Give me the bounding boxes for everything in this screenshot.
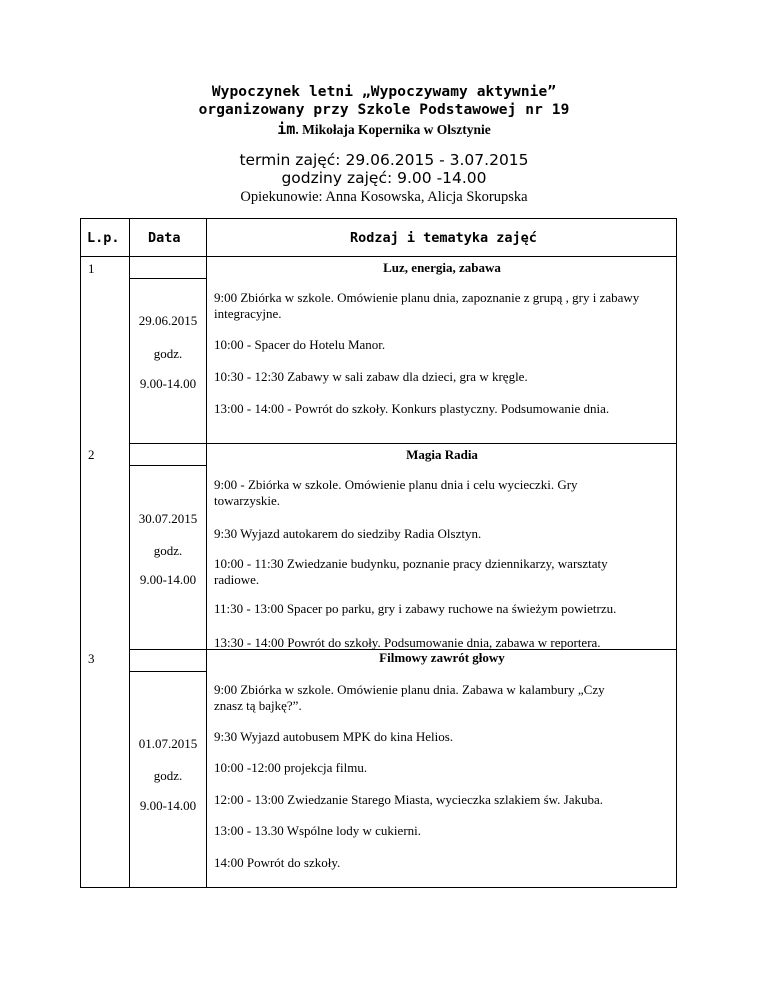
- row-1-lp: 1: [88, 261, 95, 276]
- school-name-prefix: im: [277, 120, 296, 138]
- row-1-entry-4: 13:00 - 14:00 - Powrót do szkoły. Konkurs plastyczny. Podsumowanie dnia.: [214, 401, 610, 416]
- school-name: [0, 120, 768, 138]
- row-1-godz: godz.: [153, 346, 183, 361]
- row-3-entry-2: 9:30 Wyjazd autobusem MPK do kina Helios.: [214, 729, 454, 744]
- table-border-left: [80, 218, 81, 888]
- row-2-godz: godz.: [153, 543, 183, 558]
- row-3-godz: godz.: [153, 768, 183, 783]
- col-header-date: Data: [148, 230, 181, 246]
- term-dates: termin zajęć: 29.06.2015 - 3.07.2015: [239, 151, 529, 169]
- header-row-divider: [80, 256, 677, 257]
- row-divider-1: [129, 443, 677, 444]
- row-1-entry-2: 10:00 - Spacer do Hotelu Manor.: [214, 337, 386, 352]
- row-1-time: 9.00-14.00: [139, 376, 197, 391]
- row-2-lp: 2: [88, 447, 95, 462]
- table-border-top: [80, 218, 677, 219]
- col-divider-2: [206, 218, 207, 888]
- term-hours: godziny zajęć: 9.00 -14.00: [281, 169, 487, 187]
- row-3-topic: Filmowy zawrót głowy: [379, 650, 505, 665]
- row-2-date-box-top: [129, 465, 206, 466]
- row-2-entry-2: 9:30 Wyjazd autokarem do siedziby Radia Olsztyn.: [214, 526, 482, 541]
- row-1-date: 29.06.2015: [138, 313, 198, 328]
- col-header-topic: Rodzaj i tematyka zajęć: [350, 230, 537, 246]
- row-3-lp: 3: [88, 651, 95, 666]
- row-2-entry-3: 10:00 - 11:30 Zwiedzanie budynku, poznanie pracy dziennikarzy, warsztaty radiowe.: [214, 556, 608, 587]
- row-2-entry-4: 11:30 - 13:00 Spacer po parku, gry i zabawy ruchowe na świeżym powietrzu.: [214, 601, 617, 616]
- row-3-entry-6: 14:00 Powrót do szkoły.: [214, 855, 341, 870]
- row-2-entry-1: 9:00 - Zbiórka w szkole. Omówienie planu dnia i celu wycieczki. Gry towarzyskie.: [214, 477, 578, 508]
- document-title: Wypoczynek letni „Wypoczywamy aktywnie”: [211, 84, 557, 100]
- row-3-date-box-top: [129, 671, 206, 672]
- row-2-entry-5: 13:30 - 14:00 Powrót do szkoły. Podsumowanie dnia, zabawa w reportera.: [214, 635, 601, 650]
- row-3-date: 01.07.2015: [138, 736, 198, 751]
- col-header-lp: L.p.: [87, 230, 120, 246]
- row-3-entry-1: 9:00 Zbiórka w szkole. Omówienie planu dnia. Zabawa w kalambury „Czy znasz tą bajkę?”.: [214, 682, 605, 713]
- row-1-date-box-top: [129, 278, 206, 279]
- table-border-right: [676, 218, 677, 888]
- table-border-bottom: [80, 887, 677, 888]
- row-3-time: 9.00-14.00: [139, 798, 197, 813]
- row-3-entry-5: 13:00 - 13.30 Wspólne lody w cukierni.: [214, 823, 422, 838]
- school-name-rest: . Mikołaja Kopernika w Olsztynie: [295, 122, 491, 137]
- row-1-entry-3: 10:30 - 12:30 Zabawy w sali zabaw dla dzieci, gra w kręgle.: [214, 369, 528, 384]
- row-2-date: 30.07.2015: [138, 511, 198, 526]
- row-3-entry-3: 10:00 -12:00 projekcja filmu.: [214, 760, 368, 775]
- row-1-entry-1: 9:00 Zbiórka w szkole. Omówienie planu dnia, zapoznanie z grupą , gry i zabawy integracyjne.: [214, 290, 640, 321]
- row-2-time: 9.00-14.00: [139, 572, 197, 587]
- row-1-topic: Luz, energia, zabawa: [383, 260, 501, 275]
- row-2-topic: Magia Radia: [406, 447, 478, 462]
- row-3-entry-4: 12:00 - 13:00 Zwiedzanie Starego Miasta, wycieczka szlakiem św. Jakuba.: [214, 792, 604, 807]
- guardians: Opiekunowie: Anna Kosowska, Alicja Skorupska: [240, 189, 528, 205]
- document-subtitle: organizowany przy Szkole Podstawowej nr 19: [198, 102, 570, 118]
